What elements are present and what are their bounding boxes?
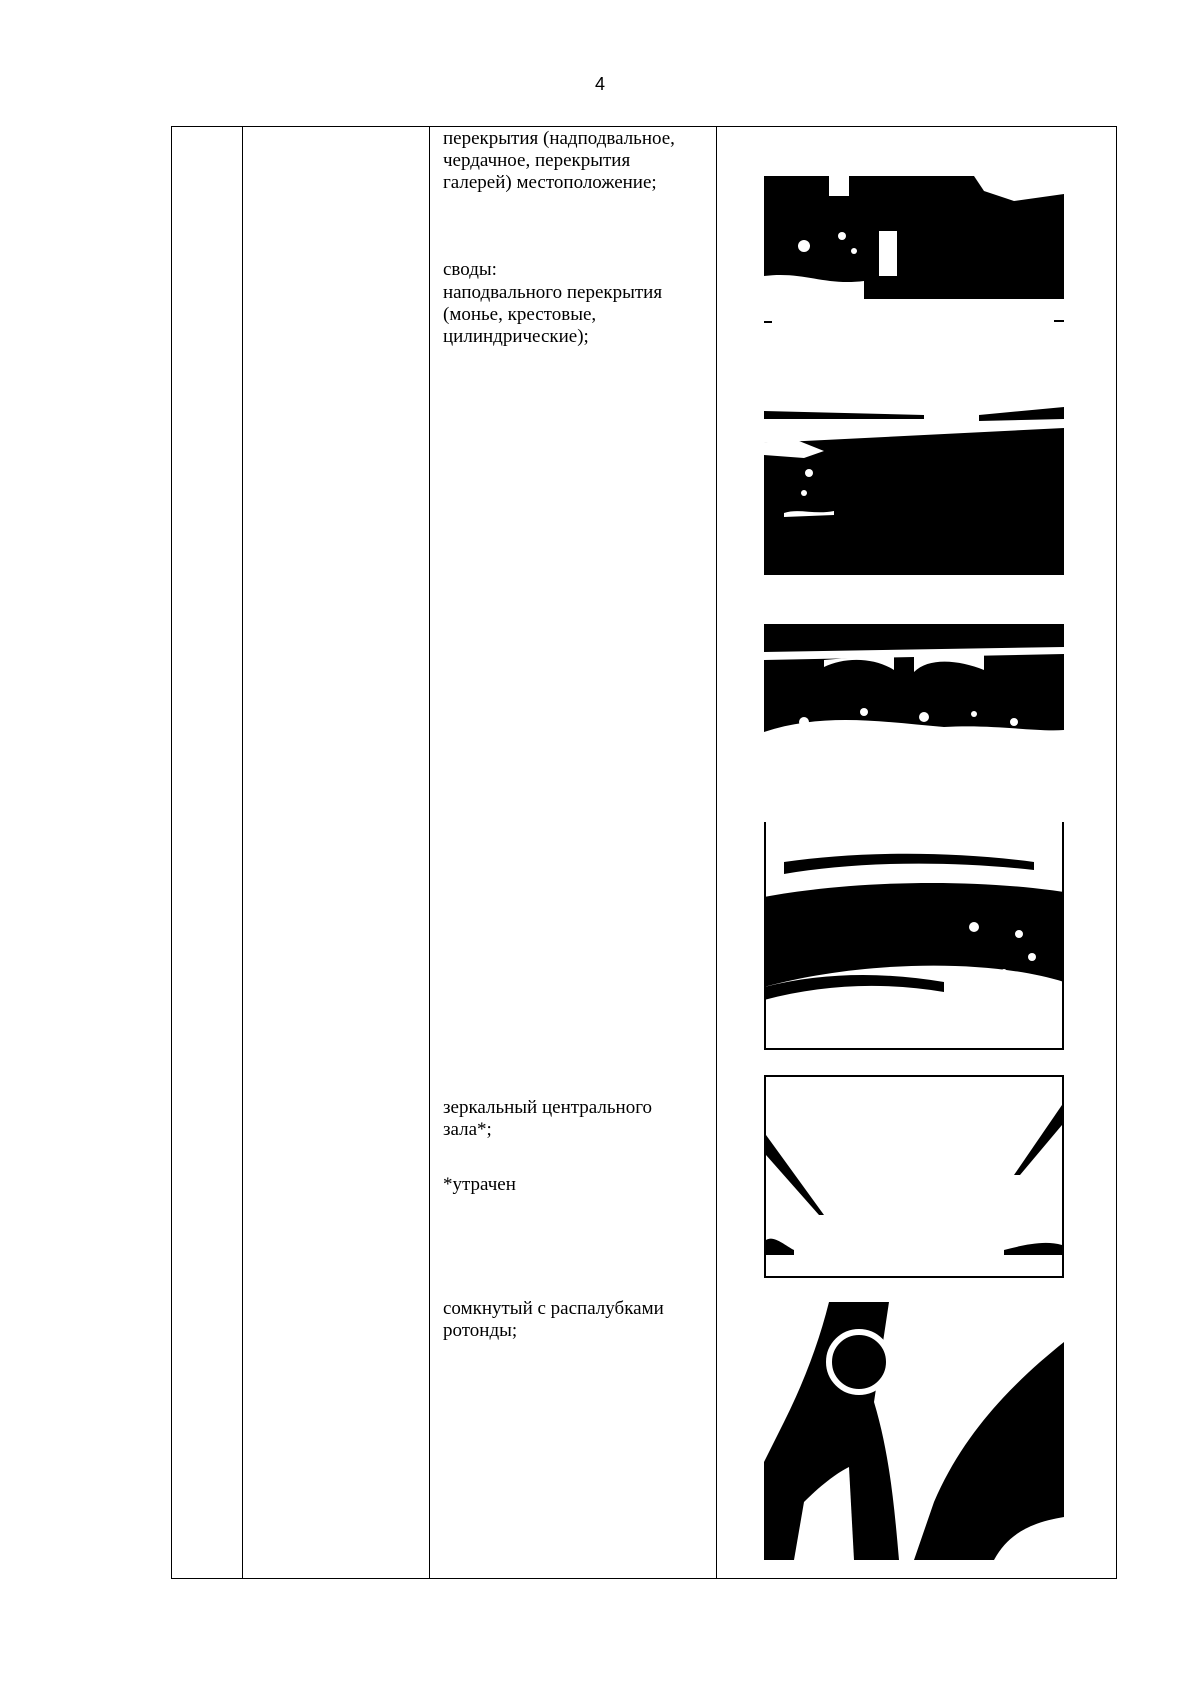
text-mirror-vault: зеркальный центрального зала*; [443, 1097, 653, 1140]
column-divider-1 [242, 127, 243, 1578]
photo-cylindrical-vault [764, 822, 1064, 1050]
column-divider-2 [429, 127, 430, 1578]
photo-rotunda-vault [764, 1302, 1064, 1560]
text-basement-vaults: наподвального перекрытия (монье, крестовые, цилиндрические); [443, 282, 663, 347]
photo-attic-floor [764, 176, 1064, 329]
page-number: 4 [594, 74, 605, 94]
text-rotunda-vault: сомкнутый с распалубками ротонды; [443, 1298, 664, 1341]
text-vaults-heading: своды: [443, 259, 497, 280]
photo-basement-arches [764, 612, 1064, 795]
text-lost-note: *утрачен [443, 1174, 516, 1195]
photo-gallery-ceiling [764, 403, 1064, 575]
photo-mirror-vault [764, 1075, 1064, 1278]
text-floors: перекрытия (надподвальное, чердачное, перекрытия галерей) местоположение; [443, 128, 675, 193]
